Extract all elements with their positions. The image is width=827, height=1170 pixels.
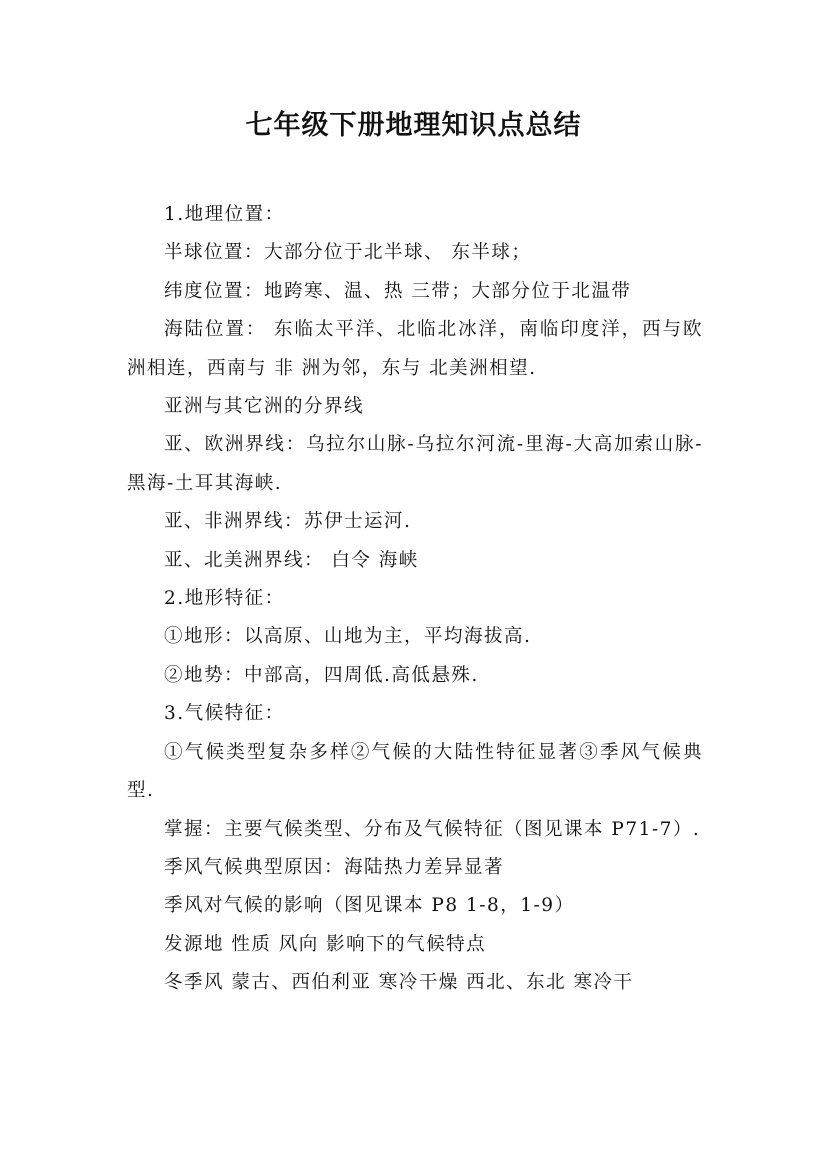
document-body [127, 196, 703, 1003]
table-header-line: 发源地 性质 风向 影响下的气候特点 [164, 933, 487, 955]
paragraph-climate-features: ①气候类型复杂多样②气候的大陆性特征显著③季风气候典型. [127, 741, 703, 802]
section-heading-location: 1.地理位置： [164, 204, 285, 225]
paragraph-landform: ①地形：以高原、山地为主，平均海拔高. [164, 626, 532, 648]
table-row-winter-monsoon: 冬季风 蒙古、西伯利亚 寒冷干燥 西北、东北 寒冷干 [164, 972, 634, 994]
paragraph-sea-land: 海陆位置： 东临太平洋、北临北冰洋，南临印度洋，西与欧 洲相连，西南与 非 洲为邻，东与 北美洲相望. [127, 319, 703, 379]
paragraph-climate-master: 掌握：主要气候类型、分布及气候特征（图见课本 P71-7）. [164, 818, 701, 840]
paragraph-boundaries-heading: 亚洲与其它洲的分界线 [164, 396, 365, 418]
document-title: 七年级下册地理知识点总结 [245, 110, 582, 141]
paragraph-asia-africa-boundary: 亚、非洲界线：苏伊士运河. [164, 511, 412, 533]
section-heading-terrain: 2.地形特征： [164, 588, 285, 610]
paragraph-asia-europe-boundary: 亚、欧洲界线：乌拉尔山脉-乌拉尔河流-里海-大高加索山脉-黑海-土耳其海峡. [127, 434, 703, 494]
paragraph-asia-north-america-boundary: 亚、北美洲界线： 白令 海峡 [164, 549, 419, 571]
paragraph-latitude: 纬度位置：地跨寒、温、热 三带；大部分位于北温带 [164, 280, 632, 302]
paragraph-relief: ②地势：中部高，四周低.高低悬殊. [164, 664, 479, 686]
section-heading-climate: 3.气候特征： [164, 703, 285, 725]
paragraph-monsoon-cause: 季风气候典型原因：海陆热力差异显著 [164, 856, 505, 878]
paragraph-monsoon-influence: 季风对气候的影响（图见课本 P8 1-8，1-9） [164, 895, 575, 917]
paragraph-hemisphere: 半球位置：大部分位于北半球、 东半球； [164, 242, 532, 264]
